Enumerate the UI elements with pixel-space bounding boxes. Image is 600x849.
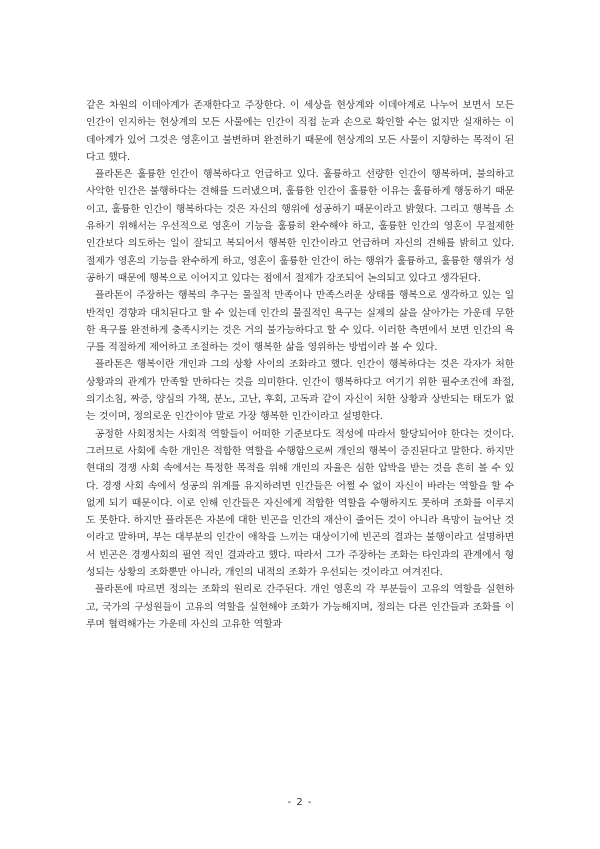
paragraph-virtue-happiness: 플라톤은 훌륭한 인간이 행복하다고 언급하고 있다. 훌륭하고 선량한 인간이 행복하며, 불의하고 사악한 인간은 불행하다는 견해를 드러냈으며, 훌륭한 인간이 훌륭한 이유는 훌륭하게 행동하기 때문이고, 훌륭한 인간이 행복하다는 것은 자신의 행위에 성공하기 때문이라고 밝혔다. 그리고 행복을 소유하기 위해서는 우선적으로 영혼이 기능을 훌륭히 완수해야 하고, 훌륭한 인간의 영혼이 무절제한 인간보다 의도하는 일이 잘되고 복되어서 행복한 인간이라고 언급하며 자신의 견해를 밝히고 있다. 절제가 영혼의 기능을 완수하게 하고, 영혼이 훌륭한 인간이 하는 행위가 훌륭하고, 훌륭한 행위가 성공하기 때문에 행복으로 이어지고 있다는 점에서 절제가 강조되어 논의되고 있다고 생각된다. — [86, 169, 514, 284]
paragraph-desire-control: 플라톤이 주장하는 행복의 추구는 물질적 만족이나 만족스러운 상태를 행복으로 생각하고 있는 일반적인 경향과 대치된다고 할 수 있는데 인간의 물질적인 욕구는 실제의 삶을 살아가는 가운데 무한한 욕구를 완전하게 충족시키는 것은 거의 불가능하다고 할 수 있다. 이러한 측면에서 보면 인간의 욕구를 적절하게 제어하고 조절하는 것이 행복한 삶을 영위하는 방법이라 볼 수 있다. — [86, 290, 514, 354]
paragraph-harmony-situation: 플라톤은 행복이란 개인과 그의 상황 사이의 조화라고 했다. 인간이 행복하다는 것은 각자가 처한 상황과의 관계가 만족할 만하다는 것을 의미한다. 인간이 행복하다고 여기기 위한 필수조건에 좌절, 의기소침, 짜증, 양심의 가책, 분노, 고난, 후회, 고독과 같이 자신이 처한 상황과 상반되는 태도가 없는 것이며, 정의로운 인간이야 말로 가장 행복한 인간이라고 설명한다. — [86, 359, 514, 423]
paragraph-justice-harmony: 플라톤에 따르면 정의는 조화의 원리로 간주된다. 개인 영혼의 각 부분들이 고유의 역할을 실현하고, 국가의 구성원들이 고유의 역할을 실현해야 조화가 가능해지며, 정의는 다른 인간들과 조화를 이루며 협력해가는 가운데 자신의 고유한 역할과 — [86, 584, 514, 630]
page-number: - 2 - — [287, 797, 313, 808]
paragraph-social-justice: 공정한 사회정치는 사회적 역할들이 어떠한 기준보다도 적성에 따라서 할당되어야 한다는 것이다. 그러므로 사회에 속한 개인은 적합한 역할을 수행함으로써 개인의 행복이 증진된다고 말한다. 하지만 현대의 경쟁 사회 속에서는 특정한 목적을 위해 개인의 자율은 심한 압박을 받는 것을 흔히 볼 수 있다. 경쟁 사회 속에서 성공의 위계를 유지하려면 인간들은 어쩔 수 없이 자신이 바라는 역할을 할 수 없게 되기 때문이다. 이로 인해 인간들은 자신에게 적합한 역할을 수행하지도 못하며 조화를 이루지도 못한다. 하지만 플라톤은 자본에 대한 빈곤을 인간의 재산이 줄어든 것이 아니라 욕망이 늘어난 것이라고 말하며, 부는 대부분의 인간이 애착을 느끼는 대상이기에 빈곤의 결과는 불행이라고 설명하면서 빈곤은 경쟁사회의 필연 적인 결과라고 했다. 따라서 그가 주장하는 조화는 타인과의 관계에서 형성되는 상황의 조화뿐만 아니라, 개인의 내적의 조화가 우선되는 것이라고 여겨진다. — [86, 428, 514, 579]
paragraph-continuation: 같은 차원의 이데아계가 존재한다고 주장한다. 이 세상을 현상계와 이데아계로 나누어 보면서 모든 인간이 인지하는 현상계의 모든 사물에는 인간이 직접 눈과 손으로 확인할 수는 없지만 실재하는 이데아계가 있어 그것은 영혼이고 불변하며 완전하기 때문에 현상계의 모든 사물이 지향하는 목적이 된다고 했다. — [86, 100, 514, 163]
body-text — [86, 97, 514, 633]
